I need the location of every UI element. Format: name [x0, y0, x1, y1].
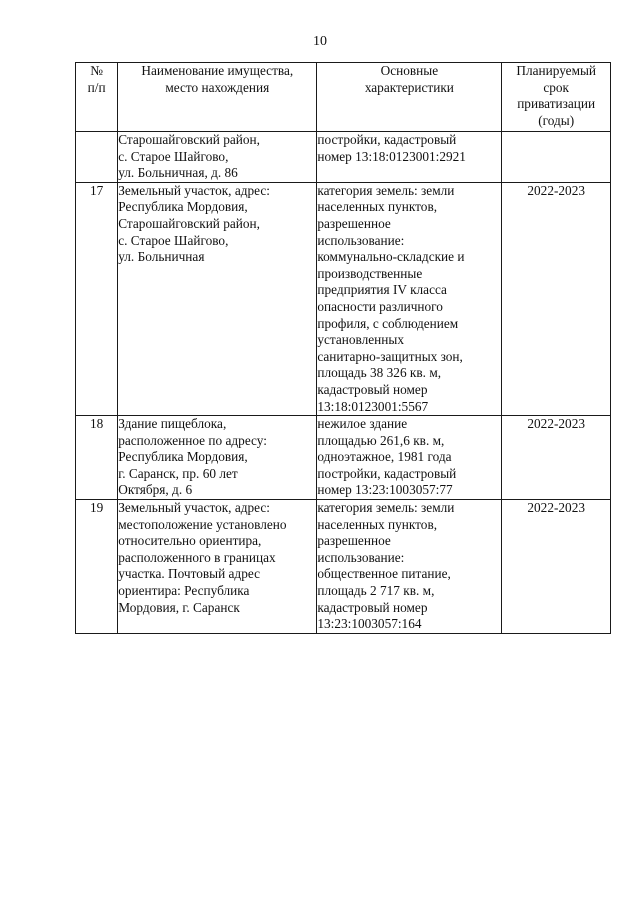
property-name-line: Старошайговский район, [118, 132, 261, 147]
characteristics-line: санитарно-защитных зон, [317, 348, 463, 364]
characteristics-line: 13:18:0123001:5567 [317, 398, 429, 414]
header-term [502, 63, 611, 132]
header-number-line: № [90, 63, 103, 78]
privatization-term: 2022-2023 [502, 182, 611, 415]
privatization-term: 2022-2023 [502, 416, 611, 500]
characteristics-line: кадастровый номер [317, 381, 428, 397]
property-name-line: расположенное по адресу: [118, 432, 267, 448]
characteristics-cell [317, 416, 502, 500]
property-name-line: участка. Почтовый адрес [118, 566, 260, 582]
characteristics-line: площадью 261,6 кв. м, [317, 432, 445, 448]
characteristics-line: категория земель: земли [317, 182, 455, 198]
row-number: 19 [76, 500, 118, 634]
characteristics-line: кадастровый номер [317, 599, 428, 615]
characteristics-cell [317, 132, 502, 183]
privatization-table [75, 62, 611, 634]
characteristics-line: постройки, кадастровый [317, 465, 457, 481]
table-header-row [76, 63, 611, 132]
table-row [76, 500, 611, 634]
characteristics-cell [317, 500, 502, 634]
property-name-cell [118, 416, 317, 500]
header-name-line: место нахождения [165, 79, 270, 95]
characteristics-line: профиля, с соблюдением [317, 315, 459, 331]
characteristics-cell [317, 182, 502, 415]
characteristics-line: опасности различного [317, 298, 443, 314]
characteristics-line: использование: [317, 232, 405, 248]
property-name-line: расположенного в границах [118, 549, 276, 565]
property-name-line: местоположение установлено [118, 516, 287, 532]
page-number: 10 [313, 34, 327, 49]
header-term-line: Планируемый [516, 63, 597, 78]
characteristics-line: коммунально-складские и [317, 249, 465, 265]
row-number: 17 [76, 182, 118, 415]
property-name-line: с. Старое Шайгово, [118, 148, 229, 164]
property-name-line: Старошайговский район, [118, 215, 261, 231]
characteristics-line: использование: [317, 549, 405, 565]
property-name-line: ул. Больничная [118, 249, 205, 265]
property-name-line: ориентира: Республика [118, 583, 250, 599]
header-characteristics [317, 63, 502, 132]
property-name-line: Октября, д. 6 [118, 482, 193, 498]
header-name-line: Наименование имущества, [141, 63, 294, 78]
property-name-line: Здание пищеблока, [118, 416, 227, 432]
property-name-cell [118, 182, 317, 415]
header-number-line: п/п [87, 79, 106, 95]
characteristics-line: одноэтажное, 1981 года [317, 449, 452, 465]
property-name-cell [118, 500, 317, 634]
row-number: 18 [76, 416, 118, 500]
characteristics-line: 13:23:1003057:164 [317, 616, 422, 632]
characteristics-line: нежилое здание [317, 416, 408, 432]
header-term-line: срок [543, 79, 570, 95]
table-row [76, 132, 611, 183]
characteristics-line: площадь 38 326 кв. м, [317, 365, 442, 381]
characteristics-line: установленных [317, 332, 404, 348]
characteristics-line: постройки, кадастровый [317, 132, 457, 147]
characteristics-line: производственные [317, 265, 423, 281]
privatization-term [502, 132, 611, 183]
characteristics-line: номер 13:23:1003057:77 [317, 482, 453, 498]
header-name [118, 63, 317, 132]
header-term-line: приватизации [517, 96, 596, 112]
property-name-line: Мордовия, г. Саранск [118, 599, 240, 615]
characteristics-line: площадь 2 717 кв. м, [317, 583, 435, 599]
property-name-line: с. Старое Шайгово, [118, 232, 229, 248]
property-name-line: Республика Мордовия, [118, 199, 248, 215]
property-name-cell [118, 132, 317, 183]
characteristics-line: категория земель: земли [317, 500, 455, 516]
characteristics-line: населенных пунктов, [317, 199, 438, 215]
property-name-line: Земельный участок, адрес: [118, 182, 270, 198]
header-characteristics-line: Основные [380, 63, 439, 78]
header-number [76, 63, 118, 132]
property-name-line: относительно ориентира, [118, 533, 262, 549]
characteristics-line: номер 13:18:0123001:2921 [317, 148, 466, 164]
privatization-term: 2022-2023 [502, 500, 611, 634]
table-row [76, 182, 611, 415]
header-characteristics-line: характеристики [364, 79, 454, 95]
characteristics-line: населенных пунктов, [317, 516, 438, 532]
table-row [76, 416, 611, 500]
characteristics-line: разрешенное [317, 215, 391, 231]
table-body [76, 132, 611, 634]
property-name-line: ул. Больничная, д. 86 [118, 165, 238, 181]
property-name-line: г. Саранск, пр. 60 лет [118, 465, 238, 481]
characteristics-line: предприятия IV класса [317, 282, 447, 298]
property-name-line: Республика Мордовия, [118, 449, 248, 465]
characteristics-line: разрешенное [317, 533, 391, 549]
characteristics-line: общественное питание, [317, 566, 451, 582]
row-number [76, 132, 118, 183]
property-name-line: Земельный участок, адрес: [118, 500, 270, 516]
header-term-line: (годы) [538, 112, 575, 128]
